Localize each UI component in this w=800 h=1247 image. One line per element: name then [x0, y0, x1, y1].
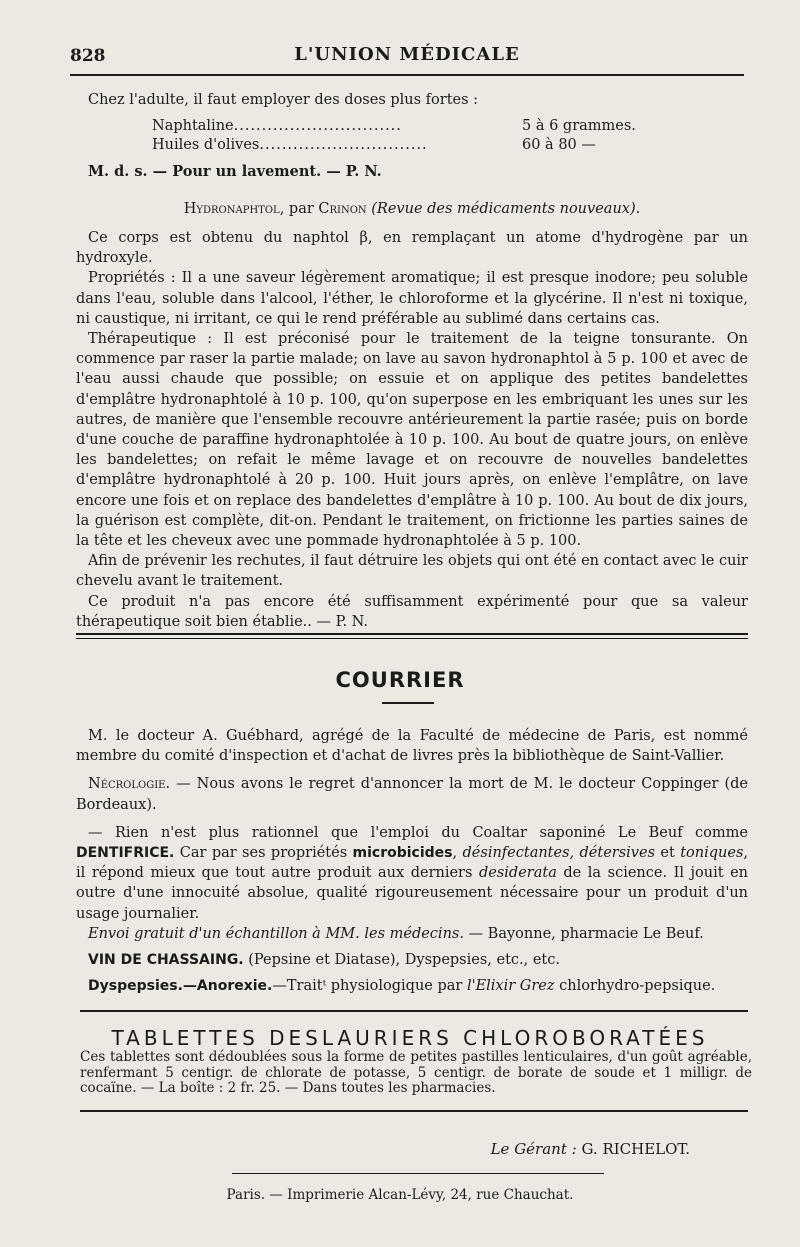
necrologie-label: Nécrologie.	[88, 776, 171, 793]
gerant-signature	[491, 1140, 690, 1158]
section-rule-thin	[76, 638, 748, 639]
printer-footer: Paris. — Imprimerie Alcan-Lévy, 24, rue Chauchat.	[226, 1187, 574, 1203]
article-paragraph: Ce corps est obtenu du naphtol β, en remplaçant un atome d'hydrogène par un hydroxyle.	[76, 230, 748, 267]
article-author: Crinon	[318, 201, 367, 217]
formula-leader: ..............................	[233, 118, 402, 134]
formula-block	[152, 117, 636, 155]
formula-dose: 5 à 6 grammes.	[522, 118, 636, 134]
formula-row	[152, 117, 636, 136]
advert-title: TABLETTES DESLAURIERS CHLOROBORATÉES	[111, 1026, 709, 1050]
coaltar-advert	[76, 823, 748, 924]
footer-rule	[232, 1173, 604, 1174]
coaltar-text: — Rien n'est plus rationnel que l'emploi du Coaltar saponiné Le Beuf comme	[88, 824, 748, 841]
prescription-text: M. d. s. — Pour un lavement. — P. N.	[88, 163, 382, 180]
courrier-obituary	[76, 774, 748, 814]
elixir-text: chlorhydro-pepsique.	[554, 978, 716, 995]
article-body	[76, 228, 748, 632]
elixir-text: —Traitᵗ physiologique par	[272, 978, 467, 995]
article-subject: Hydronaphtol	[183, 201, 280, 217]
courrier-title: COURRIER	[335, 668, 465, 692]
article-source: (Revue des médicaments nouveaux).	[366, 201, 641, 217]
coaltar-italic: desiderata	[478, 865, 557, 882]
advert-bottom-rule	[80, 1110, 748, 1112]
article-heading	[76, 199, 748, 219]
coaltar-italic: désinfectantes, détersives	[462, 845, 656, 862]
courrier-underline	[382, 702, 434, 704]
article-paragraph: Afin de prévenir les rechutes, il faut détruire les objets qui ont été en contact avec le cuir chevelu avant le traitement.	[76, 553, 748, 590]
advert-body: Ces tablettes sont dédoublées sous la forme de petites pastilles lenticulaires, d'un goût agréable, renfermant 5 centigr. de chlorate de potasse, 5 centigr. de borate de soude et 1 milligr. de cocaïne. — La boîte : 2 fr. 25. — Dans toutes les pharmacies.	[80, 1049, 752, 1096]
formula-row	[152, 136, 632, 155]
dentifrice-label: DENTIFRICE.	[76, 845, 175, 862]
gerant-name: G. RICHELOT.	[576, 1140, 690, 1158]
article-heading-by: , par	[279, 201, 319, 217]
intro-line	[76, 90, 748, 110]
header-rule	[70, 74, 744, 76]
section-rule	[76, 633, 748, 635]
article-paragraph: Propriétés : Il a une saveur légèrement aromatique; il est presque inodore; peu soluble dans l'eau, soluble dans l'alcool, l'éther, le chloroforme et la glycérine. Il n'est ni toxique, ni caustique, ni irritant, ce qui le rend préférable au sublimé dans certains cas.	[76, 270, 748, 327]
formula-leader: ..............................	[259, 137, 428, 153]
coaltar-text: ,	[452, 845, 463, 862]
journal-title: L'UNION MÉDICALE	[294, 44, 520, 65]
formula-ingredient: Naphtaline	[152, 118, 234, 134]
microbicides-label: microbicides	[352, 845, 453, 862]
coaltar-text: de la science. Il jouit en outre d'une innocuité absolue, qualité rigoureusement nécessaire pour un produit d'un usage journalier.	[76, 865, 749, 922]
gerant-label: Le Gérant :	[490, 1140, 577, 1158]
courrier-news: M. le docteur A. Guébhard, agrégé de la Faculté de médecine de Paris, est nommé membre du comité d'inspection et d'achat de livres près la bibliothèque de Saint-Vallier.	[76, 728, 748, 765]
elixir-advert	[76, 976, 748, 996]
vin-advert	[76, 950, 748, 970]
article-paragraph: Ce produit n'a pas encore été suffisamment expérimenté pour que sa valeur thérapeutique soit bien établie.. — P. N.	[76, 593, 748, 630]
article-paragraph: Thérapeutique : Il est préconisé pour le traitement de la teigne tonsurante. On commence par raser la partie malade; on lave au savon hydronaphtol à 5 p. 100 et avec de l'eau aussi chaude que possible; on essuie et on applique des petites bandelettes d'emplâtre hydronaphtolé à 10 p. 100, qu'on superpose en les embriquant les unes sur les autres, de manière que l'ensemble recouvre antérieurement la partie rasée; puis on borde d'une couche de paraffine hydronaphtolée à 10 p. 100. Au bout de quatre jours, on enlève les bandelettes; on refait le même lavage et on recouvre de nouvelles bandelettes d'emplâtre hydronaphtolé à 20 p. 100. Huit jours après, on enlève l'emplâtre, on lave encore une fois et on replace des bandelettes d'emplâtre à 10 p. 100. Au bout de dix jours, la guérison est complète, dit-on. Pendant le traitement, on frictionne les parties saines de la tête et les cheveux avec une pommade hydronaphtolée à 5 p. 100.	[76, 331, 748, 550]
sample-offer-italic: Envoi gratuit d'un échantillon à MM. les médecins.	[88, 925, 464, 942]
sample-offer-text: — Bayonne, pharmacie Le Beuf.	[463, 925, 704, 942]
necrologie-text: — Nous avons le regret d'annoncer la mort de M. le docteur Coppinger (de Bordeaux).	[76, 776, 748, 813]
advert-rule	[80, 1010, 748, 1012]
courrier-body	[76, 726, 748, 996]
elixir-name: l'Elixir Grez	[466, 978, 555, 995]
page-number: 828	[70, 46, 106, 66]
vin-text: (Pepsine et Diatase), Dyspepsies, etc., etc.	[243, 952, 560, 969]
intro-text: Chez l'adulte, il faut employer des doses plus fortes :	[88, 92, 479, 108]
coaltar-italic: toniques	[680, 845, 744, 862]
formula-dose: 60 à 80 —	[522, 137, 596, 153]
coaltar-text: Car par ses propriétés	[174, 845, 353, 862]
vin-label: VIN DE CHASSAING.	[88, 952, 244, 969]
coaltar-text: et	[655, 845, 681, 862]
coaltar-text: , il répond mieux que tout autre produit aux derniers	[76, 845, 748, 882]
sample-offer	[76, 924, 748, 944]
dyspepsies-label: Dyspepsies.—Anorexie.	[88, 978, 273, 995]
page-header	[70, 38, 744, 72]
formula-ingredient: Huiles d'olives	[152, 137, 260, 153]
prescription-line	[76, 162, 748, 182]
